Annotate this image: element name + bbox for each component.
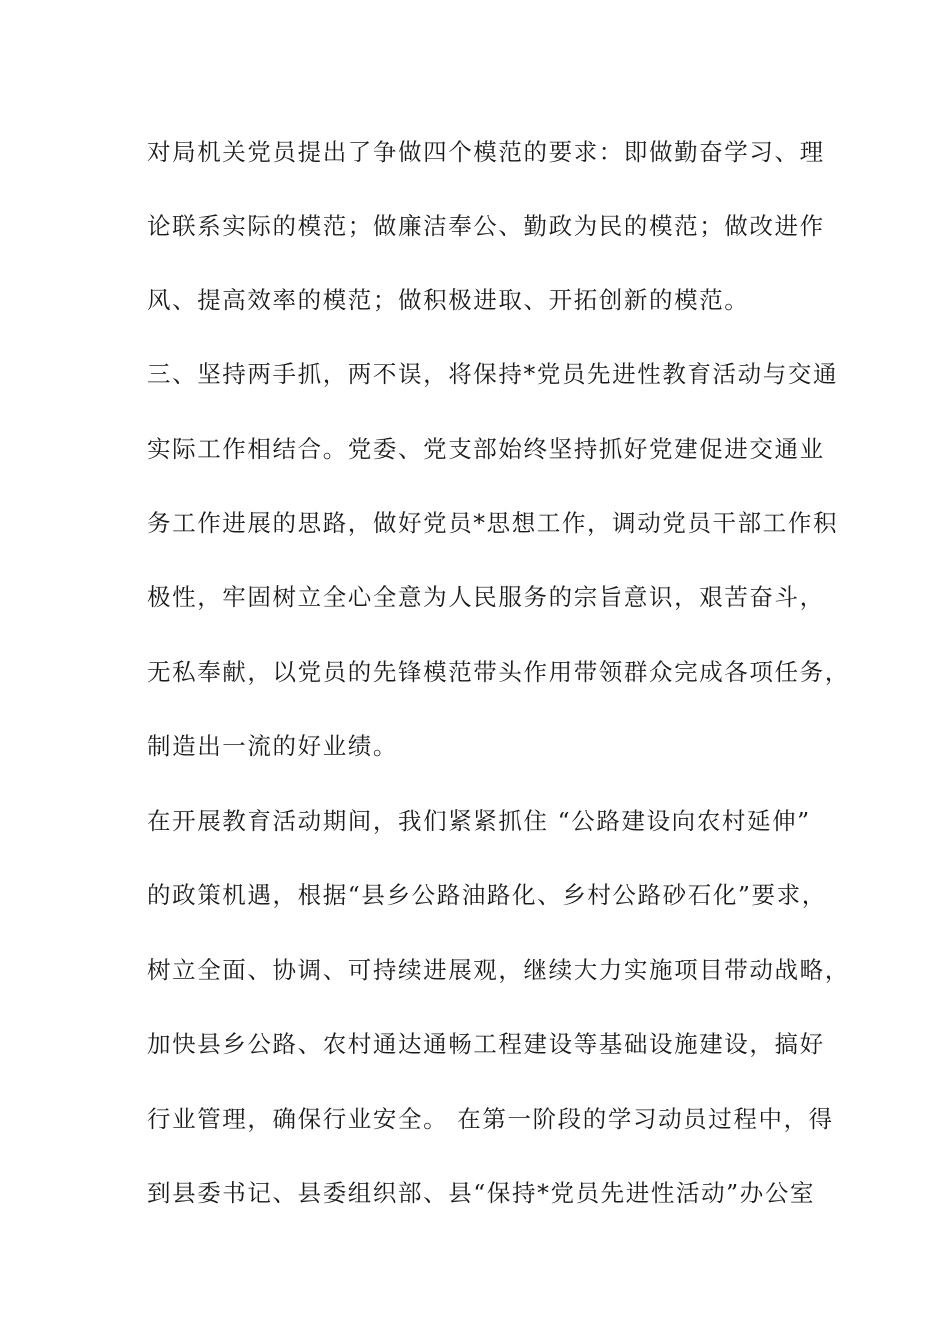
text-line: 加快县乡公路、农村通达通畅工程建设等基础设施建设，搞好 xyxy=(147,1030,825,1058)
text-line: 在开展教育活动期间，我们紧紧抓住 “公路建设向农村延伸” xyxy=(147,807,811,835)
text-line: 的政策机遇，根据“县乡公路油路化、乡村公路砂石化”要求， xyxy=(147,881,827,909)
text-line: 三、坚持两手抓，两不误，将保持*党员先进性教育活动与交通 xyxy=(147,360,839,388)
text-line: 极性，牢固树立全心全意为人民服务的宗旨意识，艰苦奋斗， xyxy=(147,583,825,611)
text-line: 对局机关党员提出了争做四个模范的要求：即做勤奋学习、理 xyxy=(147,138,825,166)
text-line: 行业管理，确保行业安全。 在第一阶段的学习动员过程中，得 xyxy=(147,1105,834,1133)
text-line: 到县委书记、县委组织部、县“保持*党员先进性活动”办公室 xyxy=(147,1179,816,1207)
text-line: 务工作进展的思路，做好党员*思想工作，调动党员干部工作积 xyxy=(147,509,839,537)
text-line: 树立全面、协调、可持续进展观，继续大力实施项目带动战略， xyxy=(147,956,850,984)
text-line: 制造出一流的好业绩。 xyxy=(147,732,398,760)
text-line: 无私奉献，以党员的先锋模范带头作用带领群众完成各项任务， xyxy=(147,658,850,686)
text-line: 实际工作相结合。党委、党支部始终坚持抓好党建促进交通业 xyxy=(147,435,825,463)
text-line: 论联系实际的模范；做廉洁奉公、勤政为民的模范；做改进作 xyxy=(147,212,825,240)
text-line: 风、提高效率的模范；做积极进取、开拓创新的模范。 xyxy=(147,286,750,314)
